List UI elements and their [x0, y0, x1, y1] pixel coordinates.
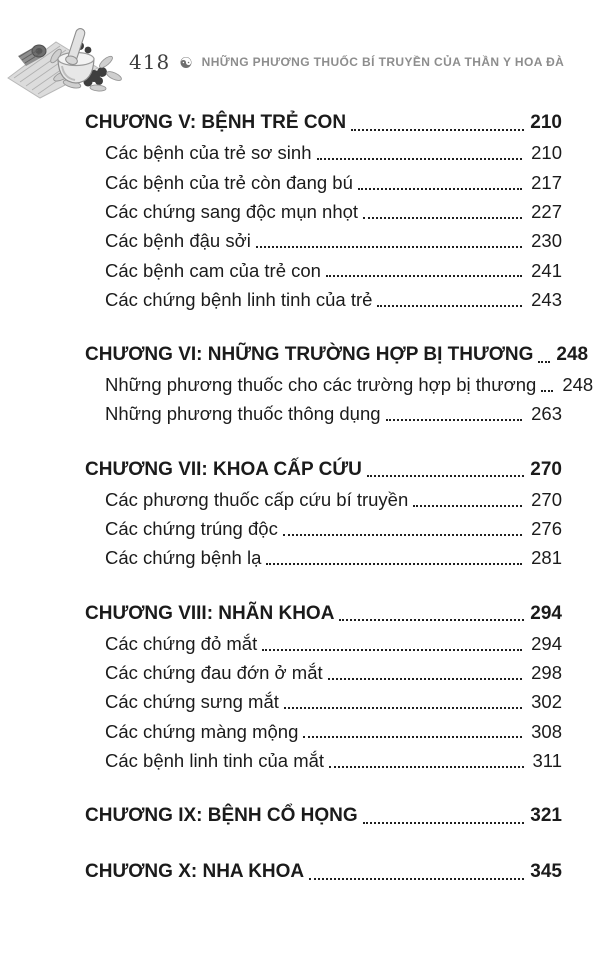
chapter-page-number: 321	[530, 805, 562, 827]
dot-leader	[329, 766, 523, 768]
dot-leader	[303, 736, 522, 738]
entry-title: Các chứng bệnh linh tinh của trẻ	[105, 288, 373, 310]
toc-entry	[85, 627, 562, 656]
dot-leader	[256, 246, 522, 248]
dot-leader	[317, 158, 523, 160]
table-of-contents	[85, 103, 594, 886]
chapter-page-number: 345	[530, 861, 562, 883]
entry-title: Các bệnh của trẻ còn đang bú	[105, 171, 353, 193]
dot-leader	[266, 563, 522, 565]
entry-page-number: 263	[531, 403, 562, 425]
toc-chapter-8	[85, 593, 562, 773]
entry-title: Các bệnh của trẻ sơ sinh	[105, 142, 312, 164]
entry-page-number: 241	[531, 259, 562, 281]
dot-leader	[538, 361, 550, 363]
dot-leader	[309, 878, 524, 880]
dot-leader	[262, 649, 522, 651]
entry-title: Các chứng trúng độc	[105, 518, 278, 540]
chapter-title: CHƯƠNG VII: KHOA CẤP CỨU	[85, 458, 362, 480]
toc-entry	[85, 715, 562, 744]
toc-entry	[85, 657, 562, 686]
dot-leader	[413, 505, 522, 507]
toc-entry	[85, 369, 594, 398]
page-number: 418	[129, 50, 171, 74]
entry-page-number: 210	[531, 142, 562, 164]
entry-title: Những phương thuốc cho các trường hợp bị thương	[105, 374, 537, 396]
chapter-page-number: 248	[556, 344, 589, 366]
toc-chapter-heading	[85, 593, 562, 627]
toc-chapter-heading	[85, 335, 589, 369]
entry-page-number: 276	[531, 518, 562, 540]
entry-title: Các chứng sang độc mụn nhọt	[105, 201, 359, 222]
dot-leader	[351, 129, 524, 131]
dot-leader	[541, 390, 553, 392]
toc-entry	[85, 283, 562, 312]
chapter-page-number: 210	[530, 112, 562, 134]
entry-title: Những phương thuốc thông dụng	[105, 403, 381, 425]
toc-entry	[85, 398, 562, 427]
toc-chapter-heading	[85, 852, 562, 886]
entry-title: Các bệnh cam của trẻ con	[105, 259, 321, 281]
dot-leader	[284, 707, 522, 709]
page-header	[0, 0, 609, 104]
entry-page-number: 298	[531, 661, 562, 683]
entry-title: Các chứng màng mộng	[105, 720, 299, 742]
entry-page-number: 270	[531, 488, 562, 510]
toc-entry	[85, 542, 562, 571]
entry-title: Các chứng đau đớn ở mắt	[105, 661, 323, 683]
toc-entry	[85, 225, 562, 254]
toc-chapter-5	[85, 103, 562, 313]
toc-entry	[85, 137, 562, 166]
dot-leader	[363, 217, 522, 219]
entry-title: Các chứng sưng mắt	[105, 691, 279, 713]
entry-title: Các chứng bệnh lạ	[105, 547, 262, 569]
herbal-medicine-photo	[6, 26, 128, 100]
dot-leader	[386, 419, 523, 421]
chapter-title: CHƯƠNG V: BỆNH TRẺ CON	[85, 112, 347, 134]
chapter-page-number: 294	[530, 602, 562, 624]
toc-entry	[85, 196, 562, 225]
dot-leader	[358, 188, 522, 190]
entry-page-number: 302	[531, 691, 562, 713]
running-header-line	[129, 50, 564, 74]
toc-chapter-6	[85, 335, 594, 428]
dot-leader	[367, 475, 524, 477]
chapter-title: CHƯƠNG IX: BỆNH CỔ HỌNG	[85, 805, 358, 827]
entry-page-number: 311	[532, 749, 562, 771]
dot-leader	[377, 305, 522, 307]
chapter-title: CHƯƠNG VI: NHỮNG TRƯỜNG HỢP BỊ THƯƠNG	[85, 344, 534, 366]
entry-page-number: 217	[531, 171, 562, 193]
entry-title: Các chứng đỏ mắt	[105, 632, 258, 654]
entry-page-number: 230	[531, 230, 562, 252]
toc-entry	[85, 744, 562, 773]
toc-chapter-10	[85, 852, 562, 886]
entry-page-number: 294	[531, 632, 562, 654]
dot-leader	[283, 534, 522, 536]
chapter-title: CHƯƠNG X: NHA KHOA	[85, 861, 305, 883]
entry-title: Các phương thuốc cấp cứu bí truyền	[105, 488, 409, 510]
entry-page-number: 227	[531, 201, 562, 222]
toc-chapter-7	[85, 449, 562, 571]
yin-yang-icon: ☯	[179, 54, 193, 72]
chapter-page-number: 270	[530, 458, 562, 480]
toc-chapter-9	[85, 796, 562, 830]
entry-page-number: 281	[531, 547, 562, 569]
toc-entry	[85, 166, 562, 195]
entry-title: Các bệnh đậu sởi	[105, 230, 251, 252]
toc-entry	[85, 686, 562, 715]
toc-chapter-heading	[85, 449, 562, 483]
entry-page-number: 248	[562, 374, 594, 396]
entry-title: Các bệnh linh tinh của mắt	[105, 749, 325, 771]
chapter-title: CHƯƠNG VIII: NHÃN KHOA	[85, 602, 335, 624]
toc-entry	[85, 483, 562, 512]
toc-entry	[85, 513, 562, 542]
entry-page-number: 243	[531, 288, 562, 310]
toc-entry	[85, 254, 562, 283]
dot-leader	[328, 678, 522, 680]
dot-leader	[363, 822, 525, 824]
running-title: NHỮNG PHƯƠNG THUỐC BÍ TRUYỀN CỦA THẦN Y HOA ĐÀ	[201, 55, 565, 69]
dot-leader	[326, 275, 522, 277]
dot-leader	[339, 619, 524, 621]
toc-chapter-heading	[85, 796, 562, 830]
entry-page-number: 308	[531, 720, 562, 742]
toc-chapter-heading	[85, 103, 562, 137]
